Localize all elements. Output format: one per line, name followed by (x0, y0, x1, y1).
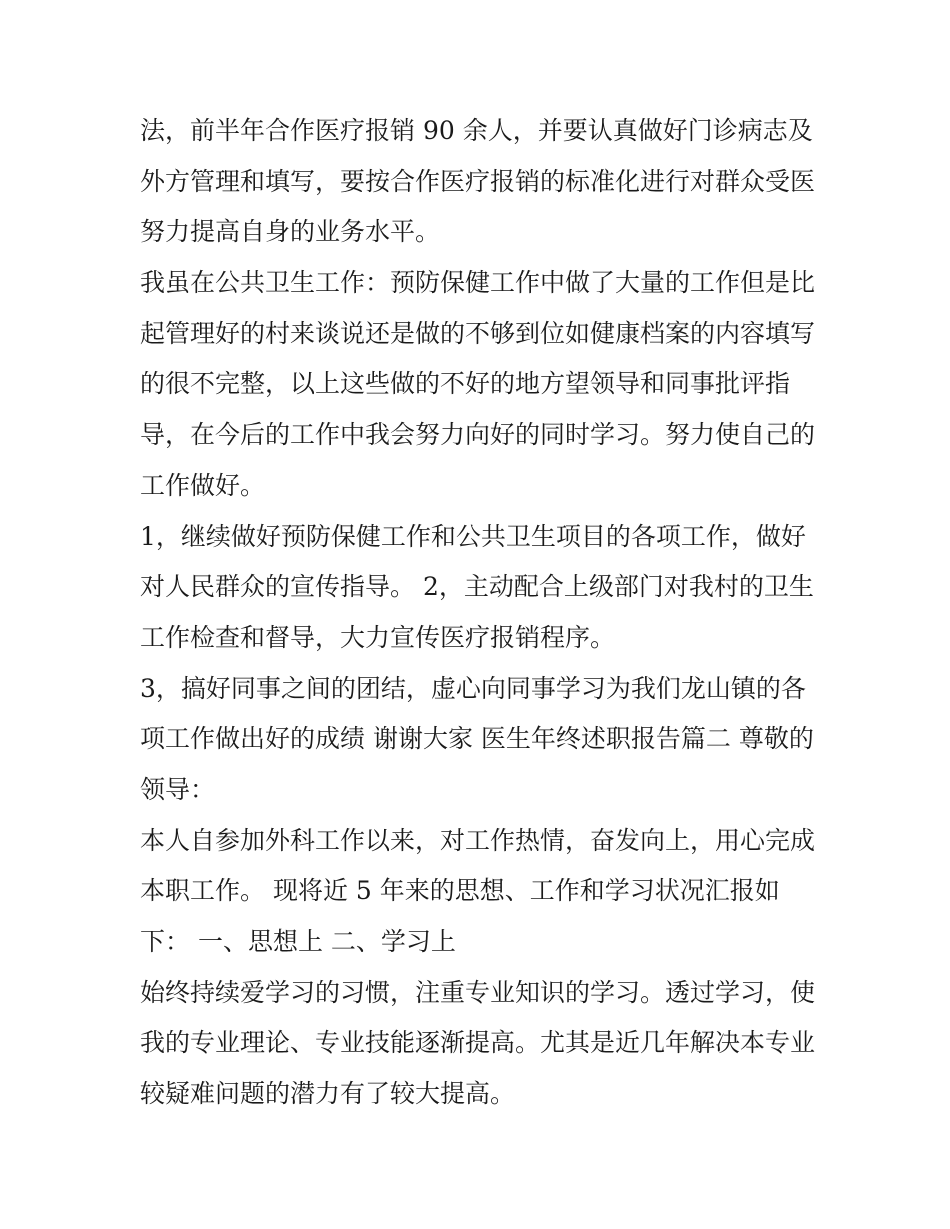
text-line: 法，前半年合作医疗报销 90 余人，并要认真做好门诊病志及 (140, 116, 813, 145)
text-line: 本职工作。 现将近 5 年来的思想、工作和学习状况汇报如 (140, 876, 780, 906)
text-line: 下： 一、思想上 二、学习上 (140, 927, 456, 956)
text-line: 的很不完整，以上这些做的不好的地方望领导和同事批评指 (140, 369, 791, 399)
text-line: 导，在今后的工作中我会努力向好的同时学习。努力使自己的 (140, 420, 816, 450)
text-line: 领导： (140, 774, 216, 804)
text-line: 项工作做出好的成绩 谢谢大家 医生年终述职报告篇二 尊敬的 (140, 724, 814, 754)
text-line: 较疑难问题的潜力有了较大提高。 (140, 1079, 516, 1109)
document-body (140, 106, 830, 1120)
text-line: 3，搞好同事之间的团结，虚心向同事学习为我们龙山镇的各 (140, 673, 806, 703)
text-line: 努力提高自身的业务水平。 (140, 217, 441, 247)
text-line: 本人自参加外科工作以来，对工作热情，奋发向上，用心完成 (140, 825, 816, 855)
text-line: 起管理好的村来谈说还是做的不够到位如健康档案的内容填写 (140, 318, 816, 348)
text-line: 我的专业理论、专业技能逐渐提高。尤其是近几年解决本专业 (140, 1028, 816, 1058)
text-line: 工作做好。 (140, 470, 266, 500)
text-line: 工作检查和督导，大力宣传医疗报销程序。 (140, 622, 616, 652)
text-line: 对人民群众的宣传指导。 2，主动配合上级部门对我村的卫生 (140, 572, 814, 602)
text-line: 我虽在公共卫生工作：预防保健工作中做了大量的工作但是比 (140, 268, 816, 298)
text-line: 1，继续做好预防保健工作和公共卫生项目的各项工作，做好 (140, 521, 806, 551)
text-line: 始终持续爱学习的习惯，注重专业知识的学习。透过学习，使 (140, 977, 816, 1007)
text-line: 外方管理和填写，要按合作医疗报销的标准化进行对群众受医 (140, 166, 816, 196)
